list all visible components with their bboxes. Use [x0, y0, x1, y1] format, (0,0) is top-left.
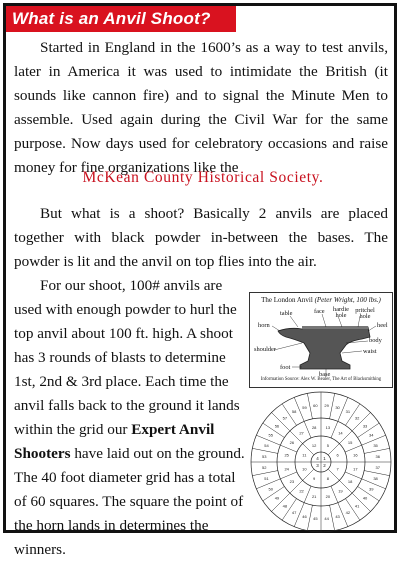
- grid-divider: [364, 448, 390, 453]
- grid-square-number: 21: [311, 493, 317, 499]
- grid-square-number: 57: [282, 415, 288, 421]
- grid-square-number: 14: [338, 430, 343, 436]
- grid-square-number: 15: [347, 440, 353, 446]
- label-shoulder: shoulder: [254, 346, 277, 353]
- grid-divider: [263, 423, 285, 437]
- grid-square-number: 28: [311, 425, 317, 431]
- grid-square-number: 43: [335, 514, 340, 520]
- grid-square-number: 33: [362, 423, 368, 429]
- shoot-paragraph: [14, 202, 388, 274]
- grid-square-number: 35: [373, 442, 378, 448]
- grid-divider: [345, 472, 362, 479]
- label-foot: foot: [280, 364, 291, 371]
- grid-divider: [280, 445, 297, 452]
- grid-square-number: 45: [313, 516, 318, 522]
- grid-divider: [331, 486, 338, 503]
- target-grid: [249, 390, 393, 534]
- grid-square-number: 56: [274, 423, 280, 429]
- grid-square-number: 47: [291, 509, 297, 515]
- our-shoot-text-2: have laid out on the ground. The 40 foot diameter grid has a total of 60 squares. The square the point of the horn lands in determines the winners.: [14, 445, 245, 558]
- label-heel: heel: [377, 322, 388, 329]
- grid-square-number: 58: [291, 409, 297, 415]
- grid-square-number: 55: [268, 432, 273, 438]
- intro-paragraph: [14, 36, 388, 180]
- grid-divider: [304, 421, 311, 438]
- grid-square-number: 8: [326, 476, 330, 482]
- grid-square-number: 16: [353, 452, 358, 458]
- grid-square-number: 53: [262, 453, 267, 459]
- grid-square-number: 5: [326, 442, 330, 448]
- grid-divider: [364, 471, 390, 476]
- label-table: table: [280, 310, 293, 317]
- anvil-source: Information Source: Alex W. Bealer, The Art of Blacksmithing: [260, 377, 382, 382]
- society-name: McKean County Historical Society.: [82, 169, 324, 186]
- grid-square-number: 13: [325, 425, 331, 431]
- grid-square-number: 11: [302, 452, 307, 458]
- grid-square-number: 44: [324, 516, 329, 522]
- grid-square-number: 24: [284, 466, 289, 472]
- grid-square-number: 51: [264, 476, 269, 482]
- grid-square-number: 48: [282, 503, 288, 509]
- our-shoot-paragraph: [14, 274, 246, 562]
- grid-square-number: 38: [373, 476, 378, 482]
- grid-divider: [345, 445, 362, 452]
- grid-square-number: 22: [299, 488, 304, 494]
- grid-square-number: 2: [323, 463, 326, 469]
- grid-divider: [307, 393, 312, 419]
- grid-square-number: 41: [354, 503, 360, 509]
- expert-shooters-text: Expert Anvil Shooters: [14, 421, 215, 462]
- anvil-title-credit: (Peter Wright, 100 lbs.): [314, 296, 381, 304]
- grid-square-number: 17: [353, 466, 358, 472]
- grid-divider: [280, 472, 297, 479]
- grid-square-number: 50: [268, 486, 273, 492]
- our-shoot-text-1: For our shoot, 100# anvils are used with enough powder to hurl the top anvil about 100 ft. high. A shoot has 3 rounds of blasts to determine 1st, 2nd & 3rd place. Each time the anvil falls back to the ground it lands within the grid our: [14, 277, 240, 438]
- grid-square-number: 39: [369, 486, 374, 492]
- grid-square-number: 46: [302, 514, 307, 520]
- grid-square-number: 9: [312, 476, 316, 482]
- grid-square-number: 31: [345, 409, 351, 415]
- label-waist: waist: [363, 348, 377, 355]
- grid-square-number: 6: [336, 452, 339, 458]
- grid-divider: [331, 421, 338, 438]
- grid-square-number: 42: [345, 509, 351, 515]
- label-face: face: [314, 308, 325, 315]
- grid-square-number: 52: [262, 465, 267, 471]
- grid-square-number: 19: [338, 488, 343, 494]
- page-title: What is an Anvil Shoot?: [12, 9, 211, 28]
- grid-square-number: 34: [369, 432, 374, 438]
- target-grid-svg: [249, 390, 393, 534]
- grid-divider: [330, 505, 335, 531]
- anvil-title-text: The London Anvil: [261, 296, 313, 304]
- grid-square-number: 23: [289, 478, 295, 484]
- grid-square-number: 10: [302, 466, 307, 472]
- grid-square-number: 49: [274, 495, 280, 501]
- grid-square-number: 26: [289, 440, 295, 446]
- grid-square-number: 4: [316, 455, 319, 461]
- shoot-text: But what is a shoot? Basically 2 anvils are placed together with black powder in-between the bases. The powder is lit and the anvil on top flies into the air.: [14, 205, 388, 270]
- label-base: base: [319, 371, 331, 378]
- grid-square-number: 60: [313, 402, 318, 408]
- grid-divider: [304, 486, 311, 503]
- grid-square-number: 37: [375, 465, 380, 471]
- label-hardie-hole: hardie hole: [333, 306, 349, 319]
- grid-square-number: 20: [325, 493, 331, 499]
- grid-square-number: 12: [311, 442, 317, 448]
- grid-square-number: 32: [354, 415, 360, 421]
- intro-text: Started in England in the 1600’s as a way to test anvils, later in America it was used to intimidate the British (it sounds like cannon fire) and to signal the Minute Men to assemble. Used again during the Civil War for the same purpose. Now days used for celebratory occasions and raise money for fine organizations like the: [14, 39, 388, 176]
- grid-square-number: 36: [375, 453, 380, 459]
- grid-square-number: 1: [323, 455, 326, 461]
- grid-divider: [307, 505, 312, 531]
- grid-square-number: 25: [284, 452, 289, 458]
- grid-square-number: 7: [336, 466, 339, 472]
- grid-divider: [252, 448, 278, 453]
- label-pritchel-hole: pritchel hole: [355, 307, 375, 320]
- grid-square-number: 27: [299, 430, 304, 436]
- title-banner: [6, 6, 236, 32]
- grid-square-number: 18: [347, 478, 353, 484]
- grid-square-number: 59: [302, 404, 307, 410]
- grid-divider: [252, 471, 278, 476]
- grid-divider: [352, 493, 370, 511]
- anvil-diagram: [249, 292, 393, 388]
- grid-square-number: 40: [362, 495, 368, 501]
- grid-divider: [330, 393, 335, 419]
- grid-square-number: 3: [316, 463, 319, 469]
- label-horn: horn: [258, 322, 270, 329]
- flyer-frame: [3, 3, 397, 558]
- grid-square-number: 30: [335, 404, 340, 410]
- label-body: body: [369, 337, 382, 344]
- grid-divider: [263, 486, 285, 500]
- grid-square-number: 29: [324, 402, 329, 408]
- grid-square-number: 54: [264, 442, 269, 448]
